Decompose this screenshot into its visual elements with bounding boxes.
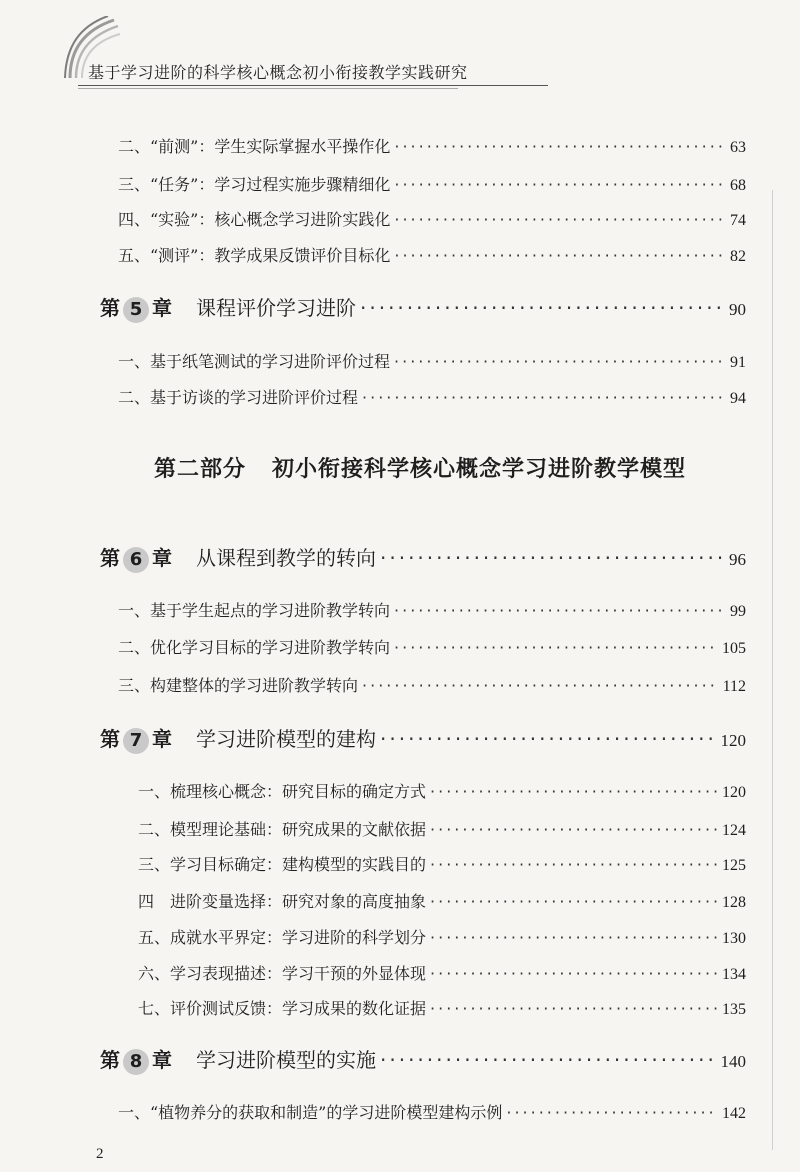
toc-entry-page: 125 <box>722 857 746 874</box>
toc-entry-page: 91 <box>730 354 746 371</box>
toc-entry-title: 一、梳理核心概念：研究目标的确定方式 <box>138 782 427 801</box>
toc-entry-page: 74 <box>730 212 746 229</box>
chapter-heading <box>100 723 376 754</box>
toc-entry-title: 二、优化学习目标的学习进阶教学转向 <box>118 638 391 657</box>
toc-entry-page: 99 <box>730 603 746 620</box>
toc-chapter-5[interactable] <box>100 292 746 324</box>
toc-entry[interactable] <box>118 172 746 196</box>
toc-entry-page: 63 <box>730 139 746 156</box>
leader-dots <box>380 1048 717 1072</box>
toc-entry-page: 90 <box>729 300 746 319</box>
toc-entry-title: 三、学习目标确定：建构模型的实践目的 <box>138 855 427 874</box>
chapter-prefix: 第 <box>100 727 120 751</box>
toc-entry[interactable] <box>118 635 746 659</box>
chapter-suffix: 章 <box>152 546 172 570</box>
toc-entry[interactable] <box>138 961 746 985</box>
leader-dots <box>394 137 726 156</box>
toc-entry-title: 五、“测评”：教学成果反馈评价目标化 <box>118 246 391 265</box>
toc-entry-page: 128 <box>722 894 746 911</box>
leader-dots <box>430 782 718 801</box>
leader-dots <box>394 601 726 620</box>
toc-entry-title: 四、“实验”：核心概念学习进阶实践化 <box>118 210 391 229</box>
toc-entry[interactable] <box>118 207 746 231</box>
toc-chapter-8[interactable] <box>100 1044 746 1076</box>
leader-dots <box>430 999 718 1018</box>
page-number: 2 <box>96 1146 104 1162</box>
header-rule <box>78 85 548 86</box>
toc-entry[interactable] <box>138 817 746 841</box>
leader-dots <box>380 546 725 570</box>
toc-entry[interactable] <box>118 598 746 622</box>
toc-entry[interactable] <box>138 889 746 913</box>
chapter-title: 课程评价学习进阶 <box>196 296 356 320</box>
toc-entry-page: 130 <box>722 930 746 947</box>
toc-entry[interactable] <box>118 385 746 409</box>
chapter-number-badge: 7 <box>123 728 149 754</box>
chapter-suffix: 章 <box>152 296 172 320</box>
chapter-suffix: 章 <box>152 1048 172 1072</box>
toc-entry-page: 82 <box>730 248 746 265</box>
toc-entry-title: 五、成就水平界定：学习进阶的科学划分 <box>138 928 427 947</box>
toc-entry-page: 96 <box>729 550 746 569</box>
part-title: 初小衔接科学核心概念学习进阶教学模型 <box>272 457 687 482</box>
toc-entry-title: 二、模型理论基础：研究成果的文献依据 <box>138 820 427 839</box>
leader-dots <box>394 175 726 194</box>
running-header-title: 基于学习进阶的科学核心概念初小衔接教学实践研究 <box>88 63 468 82</box>
toc-entry-title: 二、基于访谈的学习进阶评价过程 <box>118 388 359 407</box>
leader-dots <box>430 892 718 911</box>
toc-entry[interactable] <box>138 996 746 1020</box>
toc-entry-page: 105 <box>722 640 746 657</box>
toc-entry-title: 一、基于纸笔测试的学习进阶评价过程 <box>118 352 391 371</box>
toc-entry-page: 142 <box>722 1105 746 1122</box>
running-header <box>0 0 800 92</box>
toc-entry-title: 六、学习表现描述：学习干预的外显体现 <box>138 964 427 983</box>
header-rule-thin <box>78 88 458 89</box>
leader-dots <box>506 1103 718 1122</box>
toc-entry[interactable] <box>118 134 746 158</box>
leader-dots <box>360 296 725 320</box>
chapter-title: 从课程到教学的转向 <box>196 546 376 570</box>
toc-entry-page: 134 <box>722 966 746 983</box>
chapter-title: 学习进阶模型的实施 <box>196 1048 376 1072</box>
chapter-prefix: 第 <box>100 546 120 570</box>
toc-entry[interactable] <box>118 243 746 267</box>
toc-entry-page: 120 <box>720 731 746 750</box>
chapter-prefix: 第 <box>100 296 120 320</box>
leader-dots <box>430 928 718 947</box>
toc-entry-title: 一、“植物养分的获取和制造”的学习进阶模型建构示例 <box>118 1103 503 1122</box>
chapter-heading <box>100 542 376 573</box>
leader-dots <box>362 388 726 407</box>
chapter-heading <box>100 1044 376 1075</box>
chapter-number-badge: 8 <box>123 1049 149 1075</box>
page-edge-rule <box>772 190 773 1150</box>
toc-entry-page: 120 <box>722 784 746 801</box>
toc-entry-title: 三、构建整体的学习进阶教学转向 <box>118 676 359 695</box>
toc-entry-page: 124 <box>722 822 746 839</box>
leader-dots <box>430 855 718 874</box>
chapter-prefix: 第 <box>100 1048 120 1072</box>
toc-entry-page: 94 <box>730 390 746 407</box>
toc-entry-page: 140 <box>720 1052 746 1071</box>
toc-entry[interactable] <box>138 779 746 803</box>
toc-entry-title: 四 进阶变量选择：研究对象的高度抽象 <box>138 892 427 911</box>
toc-chapter-7[interactable] <box>100 723 746 755</box>
leader-dots <box>394 210 726 229</box>
leader-dots <box>394 638 718 657</box>
toc-entry[interactable] <box>138 925 746 949</box>
toc-entry[interactable] <box>118 1100 746 1124</box>
leader-dots <box>430 820 718 839</box>
toc-entry-title: 一、基于学生起点的学习进阶教学转向 <box>118 601 391 620</box>
leader-dots <box>362 676 719 695</box>
toc-entry-page: 112 <box>722 678 746 695</box>
toc-entry[interactable] <box>118 673 746 697</box>
toc-entry[interactable] <box>138 852 746 876</box>
part-heading <box>100 452 740 483</box>
toc-entry[interactable] <box>118 349 746 373</box>
chapter-number-badge: 6 <box>123 547 149 573</box>
toc-chapter-6[interactable] <box>100 542 746 574</box>
toc-entry-title: 三、“任务”：学习过程实施步骤精细化 <box>118 175 391 194</box>
chapter-title: 学习进阶模型的建构 <box>196 727 376 751</box>
chapter-suffix: 章 <box>152 727 172 751</box>
chapter-heading <box>100 292 356 323</box>
toc-entry-title: 二、“前测”：学生实际掌握水平操作化 <box>118 137 391 156</box>
leader-dots <box>394 352 726 371</box>
toc-entry-page: 68 <box>730 177 746 194</box>
leader-dots <box>430 964 718 983</box>
toc-entry-page: 135 <box>722 1001 746 1018</box>
leader-dots <box>394 246 726 265</box>
leader-dots <box>380 727 717 751</box>
toc-entry-title: 七、评价测试反馈：学习成果的数化证据 <box>138 999 427 1018</box>
part-label: 第二部分 <box>153 457 246 482</box>
chapter-number-badge: 5 <box>123 297 149 323</box>
